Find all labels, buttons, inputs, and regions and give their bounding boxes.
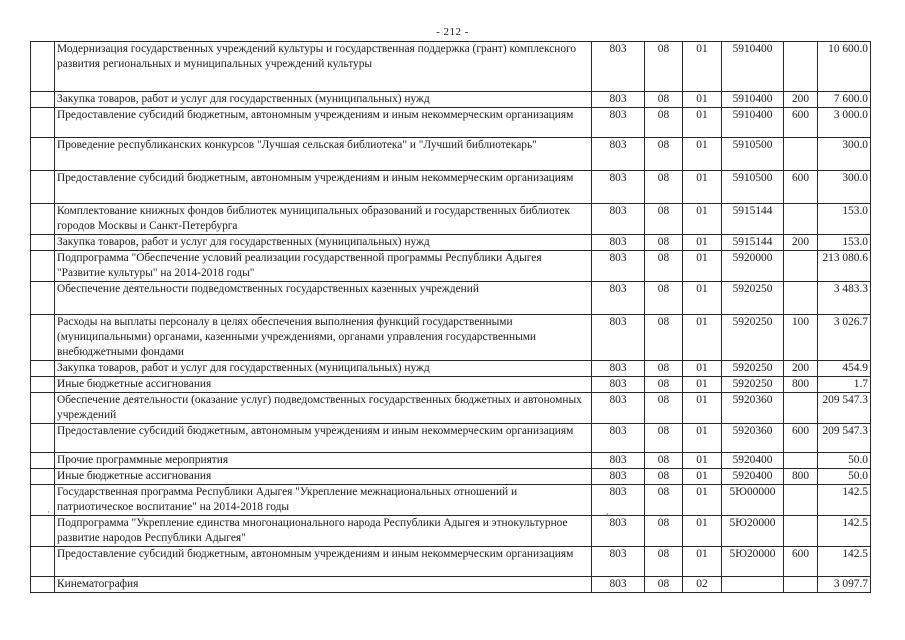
row-ministry-code: 803 <box>592 204 645 235</box>
table-row <box>31 204 871 235</box>
row-name: Закупка товаров, работ и услуг для государственных (муниципальных) нужд <box>55 92 592 108</box>
table-row <box>31 42 871 92</box>
row-amount: 3 483.3 <box>818 282 871 315</box>
row-subsection-code: 01 <box>683 204 722 235</box>
row-ministry-code: 803 <box>592 469 645 485</box>
row-blank-cell <box>31 377 55 393</box>
row-target-code: 5920360 <box>722 424 784 453</box>
table-row <box>31 377 871 393</box>
row-amount: 142.5 <box>818 547 871 577</box>
row-target-code: 5Ю20000 <box>722 516 784 547</box>
row-subsection-code: 01 <box>683 138 722 171</box>
row-section-code: 08 <box>645 361 683 377</box>
row-name: Иные бюджетные ассигнования <box>55 469 592 485</box>
row-expense-type: 600 <box>784 424 818 453</box>
row-target-code: 5920400 <box>722 469 784 485</box>
row-target-code: 5920360 <box>722 393 784 424</box>
table-row <box>31 282 871 315</box>
row-target-code: 5920000 <box>722 251 784 282</box>
row-target-code: 5915144 <box>722 204 784 235</box>
row-section-code: 08 <box>645 393 683 424</box>
row-target-code: 5Ю00000 <box>722 485 784 516</box>
row-expense-type <box>784 393 818 424</box>
row-section-code: 08 <box>645 108 683 138</box>
row-blank-cell <box>31 453 55 469</box>
row-section-code: 08 <box>645 577 683 593</box>
row-amount: 454.9 <box>818 361 871 377</box>
row-subsection-code: 01 <box>683 235 722 251</box>
row-name: Комплектование книжных фондов библиотек муниципальных образований и государственных библиотек городов Москвы и Санкт-Петербурга <box>55 204 592 235</box>
row-name: Предоставление субсидий бюджетным, автономным учреждениям и иным некоммерческим организациям <box>55 108 592 138</box>
row-blank-cell <box>31 282 55 315</box>
row-subsection-code: 01 <box>683 516 722 547</box>
row-section-code: 08 <box>645 171 683 204</box>
row-blank-cell <box>31 393 55 424</box>
row-subsection-code: 01 <box>683 282 722 315</box>
row-expense-type: 600 <box>784 547 818 577</box>
row-subsection-code: 01 <box>683 251 722 282</box>
row-expense-type <box>784 485 818 516</box>
row-expense-type: 600 <box>784 108 818 138</box>
row-section-code: 08 <box>645 453 683 469</box>
row-expense-type <box>784 251 818 282</box>
row-expense-type <box>784 138 818 171</box>
row-name: Государственная программа Республики Адыгея "Укрепление межнациональных отношений и патриотическое воспитание" на 2014-2018 годы <box>55 485 592 516</box>
row-amount: 50.0 <box>818 453 871 469</box>
row-amount: 50.0 <box>818 469 871 485</box>
row-subsection-code: 02 <box>683 577 722 593</box>
row-section-code: 08 <box>645 204 683 235</box>
table-row <box>31 516 871 547</box>
row-target-code: 5920250 <box>722 315 784 361</box>
row-expense-type: 200 <box>784 92 818 108</box>
row-subsection-code: 01 <box>683 315 722 361</box>
table-row <box>31 485 871 516</box>
row-blank-cell <box>31 361 55 377</box>
row-ministry-code: 803 <box>592 377 645 393</box>
row-blank-cell <box>31 235 55 251</box>
row-ministry-code: 803 <box>592 251 645 282</box>
row-target-code: 5910500 <box>722 171 784 204</box>
table-row <box>31 424 871 453</box>
table-row <box>31 547 871 577</box>
row-section-code: 08 <box>645 282 683 315</box>
row-target-code: 5Ю20000 <box>722 547 784 577</box>
row-subsection-code: 01 <box>683 171 722 204</box>
row-subsection-code: 01 <box>683 108 722 138</box>
row-amount: 3 000.0 <box>818 108 871 138</box>
row-target-code: 5910400 <box>722 92 784 108</box>
row-expense-type: 800 <box>784 469 818 485</box>
row-blank-cell <box>31 251 55 282</box>
row-section-code: 08 <box>645 315 683 361</box>
row-section-code: 08 <box>645 424 683 453</box>
row-ministry-code: 803 <box>592 485 645 516</box>
row-blank-cell <box>31 92 55 108</box>
table-row <box>31 577 871 593</box>
row-target-code: 5915144 <box>722 235 784 251</box>
row-section-code: 08 <box>645 235 683 251</box>
row-target-code: 5920250 <box>722 377 784 393</box>
row-amount: 213 080.6 <box>818 251 871 282</box>
row-target-code: 5910400 <box>722 42 784 92</box>
row-section-code: 08 <box>645 547 683 577</box>
row-subsection-code: 01 <box>683 424 722 453</box>
row-ministry-code: 803 <box>592 547 645 577</box>
row-blank-cell <box>31 485 55 516</box>
row-expense-type <box>784 204 818 235</box>
row-name: Подпрограмма "Обеспечение условий реализации государственной программы Республики Адыгея "Развитие культуры" на 2014-2018 годы" <box>55 251 592 282</box>
row-name: Кинематография <box>55 577 592 593</box>
row-name: Расходы на выплаты персоналу в целях обеспечения выполнения функций государственными (муниципальными) органами, казенными учреждениями, органами управления государственными внебюджетными фондами <box>55 315 592 361</box>
row-amount: 7 600.0 <box>818 92 871 108</box>
row-section-code: 08 <box>645 516 683 547</box>
row-expense-type: 200 <box>784 361 818 377</box>
row-ministry-code: 803 <box>592 138 645 171</box>
scan-artifact: ‹ <box>606 509 609 519</box>
row-blank-cell <box>31 108 55 138</box>
row-expense-type <box>784 42 818 92</box>
table-row <box>31 453 871 469</box>
row-name: Подпрограмма "Укрепление единства многонационального народа Республики Адыгея и этнокультурное развитие народов Республики Адыгея" <box>55 516 592 547</box>
row-name: Предоставление субсидий бюджетным, автономным учреждениям и иным некоммерческим организациям <box>55 171 592 204</box>
row-target-code <box>722 577 784 593</box>
row-ministry-code: 803 <box>592 42 645 92</box>
table-row <box>31 361 871 377</box>
row-subsection-code: 01 <box>683 92 722 108</box>
row-section-code: 08 <box>645 42 683 92</box>
row-amount: 153.0 <box>818 204 871 235</box>
row-subsection-code: 01 <box>683 361 722 377</box>
row-expense-type <box>784 577 818 593</box>
row-ministry-code: 803 <box>592 453 645 469</box>
row-expense-type <box>784 516 818 547</box>
page-number: - 212 - <box>436 26 469 38</box>
row-name: Обеспечение деятельности (оказание услуг) подведомственных государственных бюджетных и автономных учреждений <box>55 393 592 424</box>
row-amount: 1.7 <box>818 377 871 393</box>
row-expense-type: 600 <box>784 171 818 204</box>
row-name: Предоставление субсидий бюджетным, автономным учреждениям и иным некоммерческим организациям <box>55 424 592 453</box>
row-blank-cell <box>31 469 55 485</box>
row-blank-cell <box>31 424 55 453</box>
budget-table <box>30 41 871 593</box>
scan-artifact: · <box>47 507 50 517</box>
table-row <box>31 92 871 108</box>
row-subsection-code: 01 <box>683 547 722 577</box>
row-subsection-code: 01 <box>683 469 722 485</box>
row-amount: 300.0 <box>818 138 871 171</box>
row-expense-type <box>784 453 818 469</box>
row-name: Закупка товаров, работ и услуг для государственных (муниципальных) нужд <box>55 361 592 377</box>
row-blank-cell <box>31 42 55 92</box>
row-name: Обеспечение деятельности подведомственных государственных казенных учреждений <box>55 282 592 315</box>
row-amount: 209 547.3 <box>818 424 871 453</box>
row-target-code: 5910500 <box>722 138 784 171</box>
row-expense-type <box>784 282 818 315</box>
row-amount: 3 026.7 <box>818 315 871 361</box>
row-amount: 10 600.0 <box>818 42 871 92</box>
row-ministry-code: 803 <box>592 516 645 547</box>
row-amount: 300.0 <box>818 171 871 204</box>
row-amount: 3 097.7 <box>818 577 871 593</box>
row-name: Закупка товаров, работ и услуг для государственных (муниципальных) нужд <box>55 235 592 251</box>
row-name: Иные бюджетные ассигнования <box>55 377 592 393</box>
row-blank-cell <box>31 315 55 361</box>
row-target-code: 5910400 <box>722 108 784 138</box>
table-row <box>31 108 871 138</box>
row-name: Прочие программные мероприятия <box>55 453 592 469</box>
row-subsection-code: 01 <box>683 42 722 92</box>
row-target-code: 5920400 <box>722 453 784 469</box>
row-section-code: 08 <box>645 469 683 485</box>
table-row <box>31 171 871 204</box>
row-ministry-code: 803 <box>592 424 645 453</box>
table-row <box>31 393 871 424</box>
row-ministry-code: 803 <box>592 235 645 251</box>
table-row <box>31 138 871 171</box>
row-blank-cell <box>31 577 55 593</box>
row-blank-cell <box>31 547 55 577</box>
row-ministry-code: 803 <box>592 393 645 424</box>
row-target-code: 5920250 <box>722 282 784 315</box>
row-amount: 142.5 <box>818 516 871 547</box>
row-blank-cell <box>31 171 55 204</box>
row-subsection-code: 01 <box>683 377 722 393</box>
row-section-code: 08 <box>645 251 683 282</box>
row-expense-type: 200 <box>784 235 818 251</box>
row-expense-type: 800 <box>784 377 818 393</box>
row-ministry-code: 803 <box>592 577 645 593</box>
row-section-code: 08 <box>645 92 683 108</box>
table-row <box>31 235 871 251</box>
row-expense-type: 100 <box>784 315 818 361</box>
row-name: Предоставление субсидий бюджетным, автономным учреждениям и иным некоммерческим организациям <box>55 547 592 577</box>
row-name: Модернизация государственных учреждений культуры и государственная поддержка (грант) комплексного развития региональных и муниципальных учреждений культуры <box>55 42 592 92</box>
row-amount: 153.0 <box>818 235 871 251</box>
row-section-code: 08 <box>645 138 683 171</box>
row-amount: 209 547.3 <box>818 393 871 424</box>
row-section-code: 08 <box>645 377 683 393</box>
row-ministry-code: 803 <box>592 315 645 361</box>
row-target-code: 5920250 <box>722 361 784 377</box>
row-blank-cell <box>31 204 55 235</box>
row-ministry-code: 803 <box>592 108 645 138</box>
row-blank-cell <box>31 138 55 171</box>
table-row <box>31 251 871 282</box>
row-subsection-code: 01 <box>683 485 722 516</box>
table-row <box>31 315 871 361</box>
table-row <box>31 469 871 485</box>
row-subsection-code: 01 <box>683 453 722 469</box>
row-subsection-code: 01 <box>683 393 722 424</box>
row-blank-cell <box>31 516 55 547</box>
row-ministry-code: 803 <box>592 361 645 377</box>
row-amount: 142.5 <box>818 485 871 516</box>
row-ministry-code: 803 <box>592 282 645 315</box>
row-name: Проведение республиканских конкурсов "Лучшая сельская библиотека" и "Лучший библиотекарь" <box>55 138 592 171</box>
row-section-code: 08 <box>645 485 683 516</box>
row-ministry-code: 803 <box>592 171 645 204</box>
row-ministry-code: 803 <box>592 92 645 108</box>
